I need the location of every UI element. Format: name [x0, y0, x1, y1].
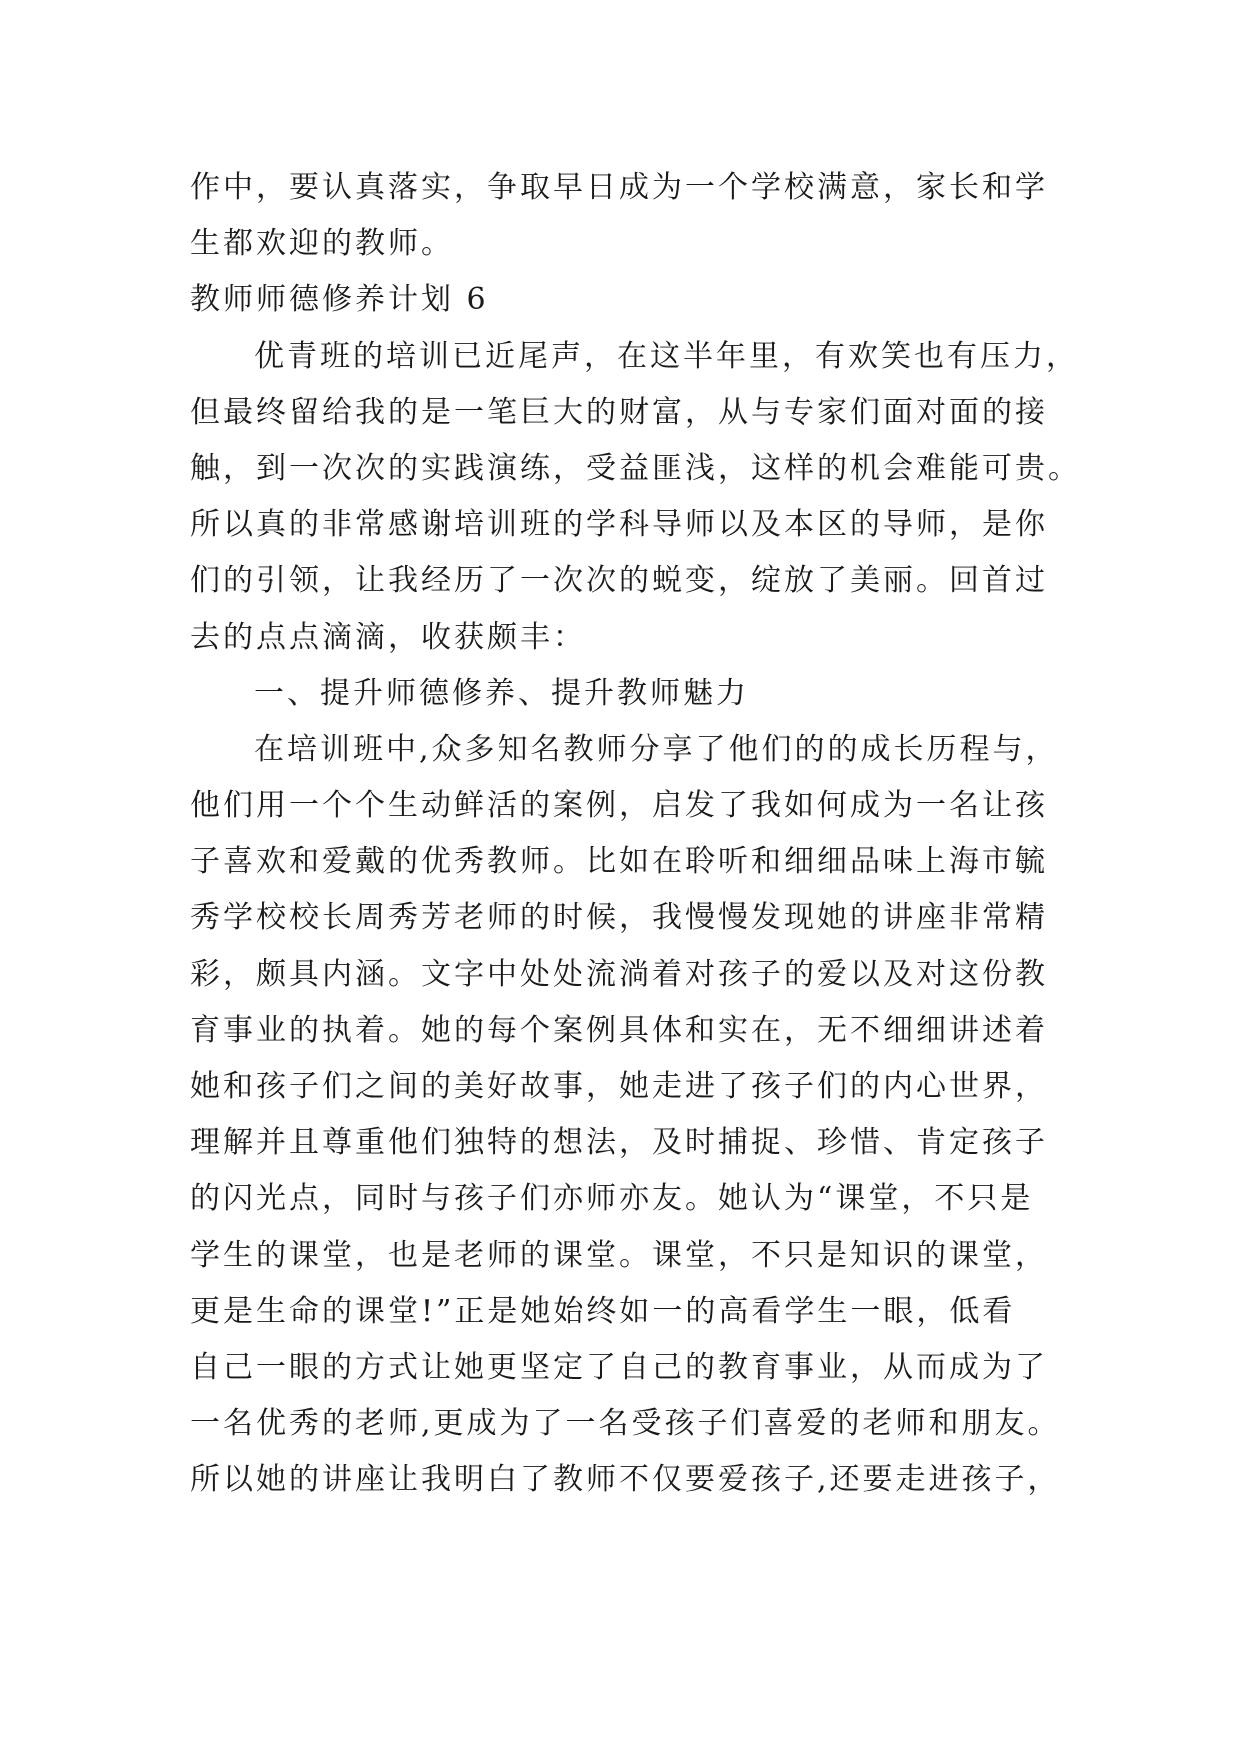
text-line: 育事业的执着。她的每个案例具体和实在，无不细细讲述着: [190, 1012, 1048, 1048]
text-line: 秀学校校长周秀芳老师的时候，我慢慢发现她的讲座非常精: [190, 900, 1048, 936]
text-line: 生都欢迎的教师。: [190, 226, 454, 262]
text-line: 自己一眼的方式让她更坚定了自己的教育事业，从而成为了: [190, 1349, 1048, 1385]
text-line: 子喜欢和爱戴的优秀教师。比如在聆听和细细品味上海市毓: [190, 844, 1048, 880]
subheading: 一、提升师德修养、提升教师魅力: [254, 675, 749, 711]
text-line: 作中，要认真落实，争取早日成为一个学校满意，家长和学: [190, 170, 1048, 205]
document-body: [190, 160, 1081, 1509]
text-line: 所以真的非常感谢培训班的学科导师以及本区的导师，是你: [190, 507, 1048, 543]
section-heading: 教师师德修养计划 6: [190, 282, 489, 318]
paragraph-start: 优青班的培训已近尾声，在这半年里，有欢笑也有压力，: [254, 338, 1079, 374]
text-line: 但最终留给我的是一笔巨大的财富，从与专家们面对面的接: [190, 394, 1048, 430]
text-line: 彩，颇具内涵。文字中处处流淌着对孩子的爱以及对这份教: [190, 956, 1048, 992]
text-line: 们的引领，让我经历了一次次的蜕变，绽放了美丽。回首过: [190, 563, 1048, 599]
text-line: 触，到一次次的实践演练，受益匪浅，这样的机会难能可贵。: [190, 450, 1081, 486]
text-line: 一名优秀的老师,更成为了一名受孩子们喜爱的老师和朋友。: [190, 1406, 1061, 1442]
text-line: 所以她的讲座让我明白了教师不仅要爱孩子,还要走进孩子，: [190, 1462, 1061, 1498]
text-line: 的闪光点，同时与孩子们亦师亦友。她认为“课堂，不只是: [190, 1181, 1034, 1217]
text-line: 他们用一个个生动鲜活的案例，启发了我如何成为一名让孩: [190, 788, 1048, 824]
text-line: 去的点点滴滴，收获颇丰：: [190, 619, 586, 655]
text-line: 更是生命的课堂!”正是她始终如一的高看学生一眼，低看: [190, 1293, 1016, 1329]
text-line: 理解并且尊重他们独特的想法，及时捕捉、珍惜、肯定孩子: [190, 1125, 1048, 1161]
text-line: 学生的课堂，也是老师的课堂。课堂，不只是知识的课堂，: [190, 1237, 1048, 1273]
paragraph-start: 在培训班中,众多知名教师分享了他们的的成长历程与，: [254, 731, 1059, 767]
text-line: 她和孩子们之间的美好故事，她走进了孩子们的内心世界，: [190, 1069, 1048, 1104]
